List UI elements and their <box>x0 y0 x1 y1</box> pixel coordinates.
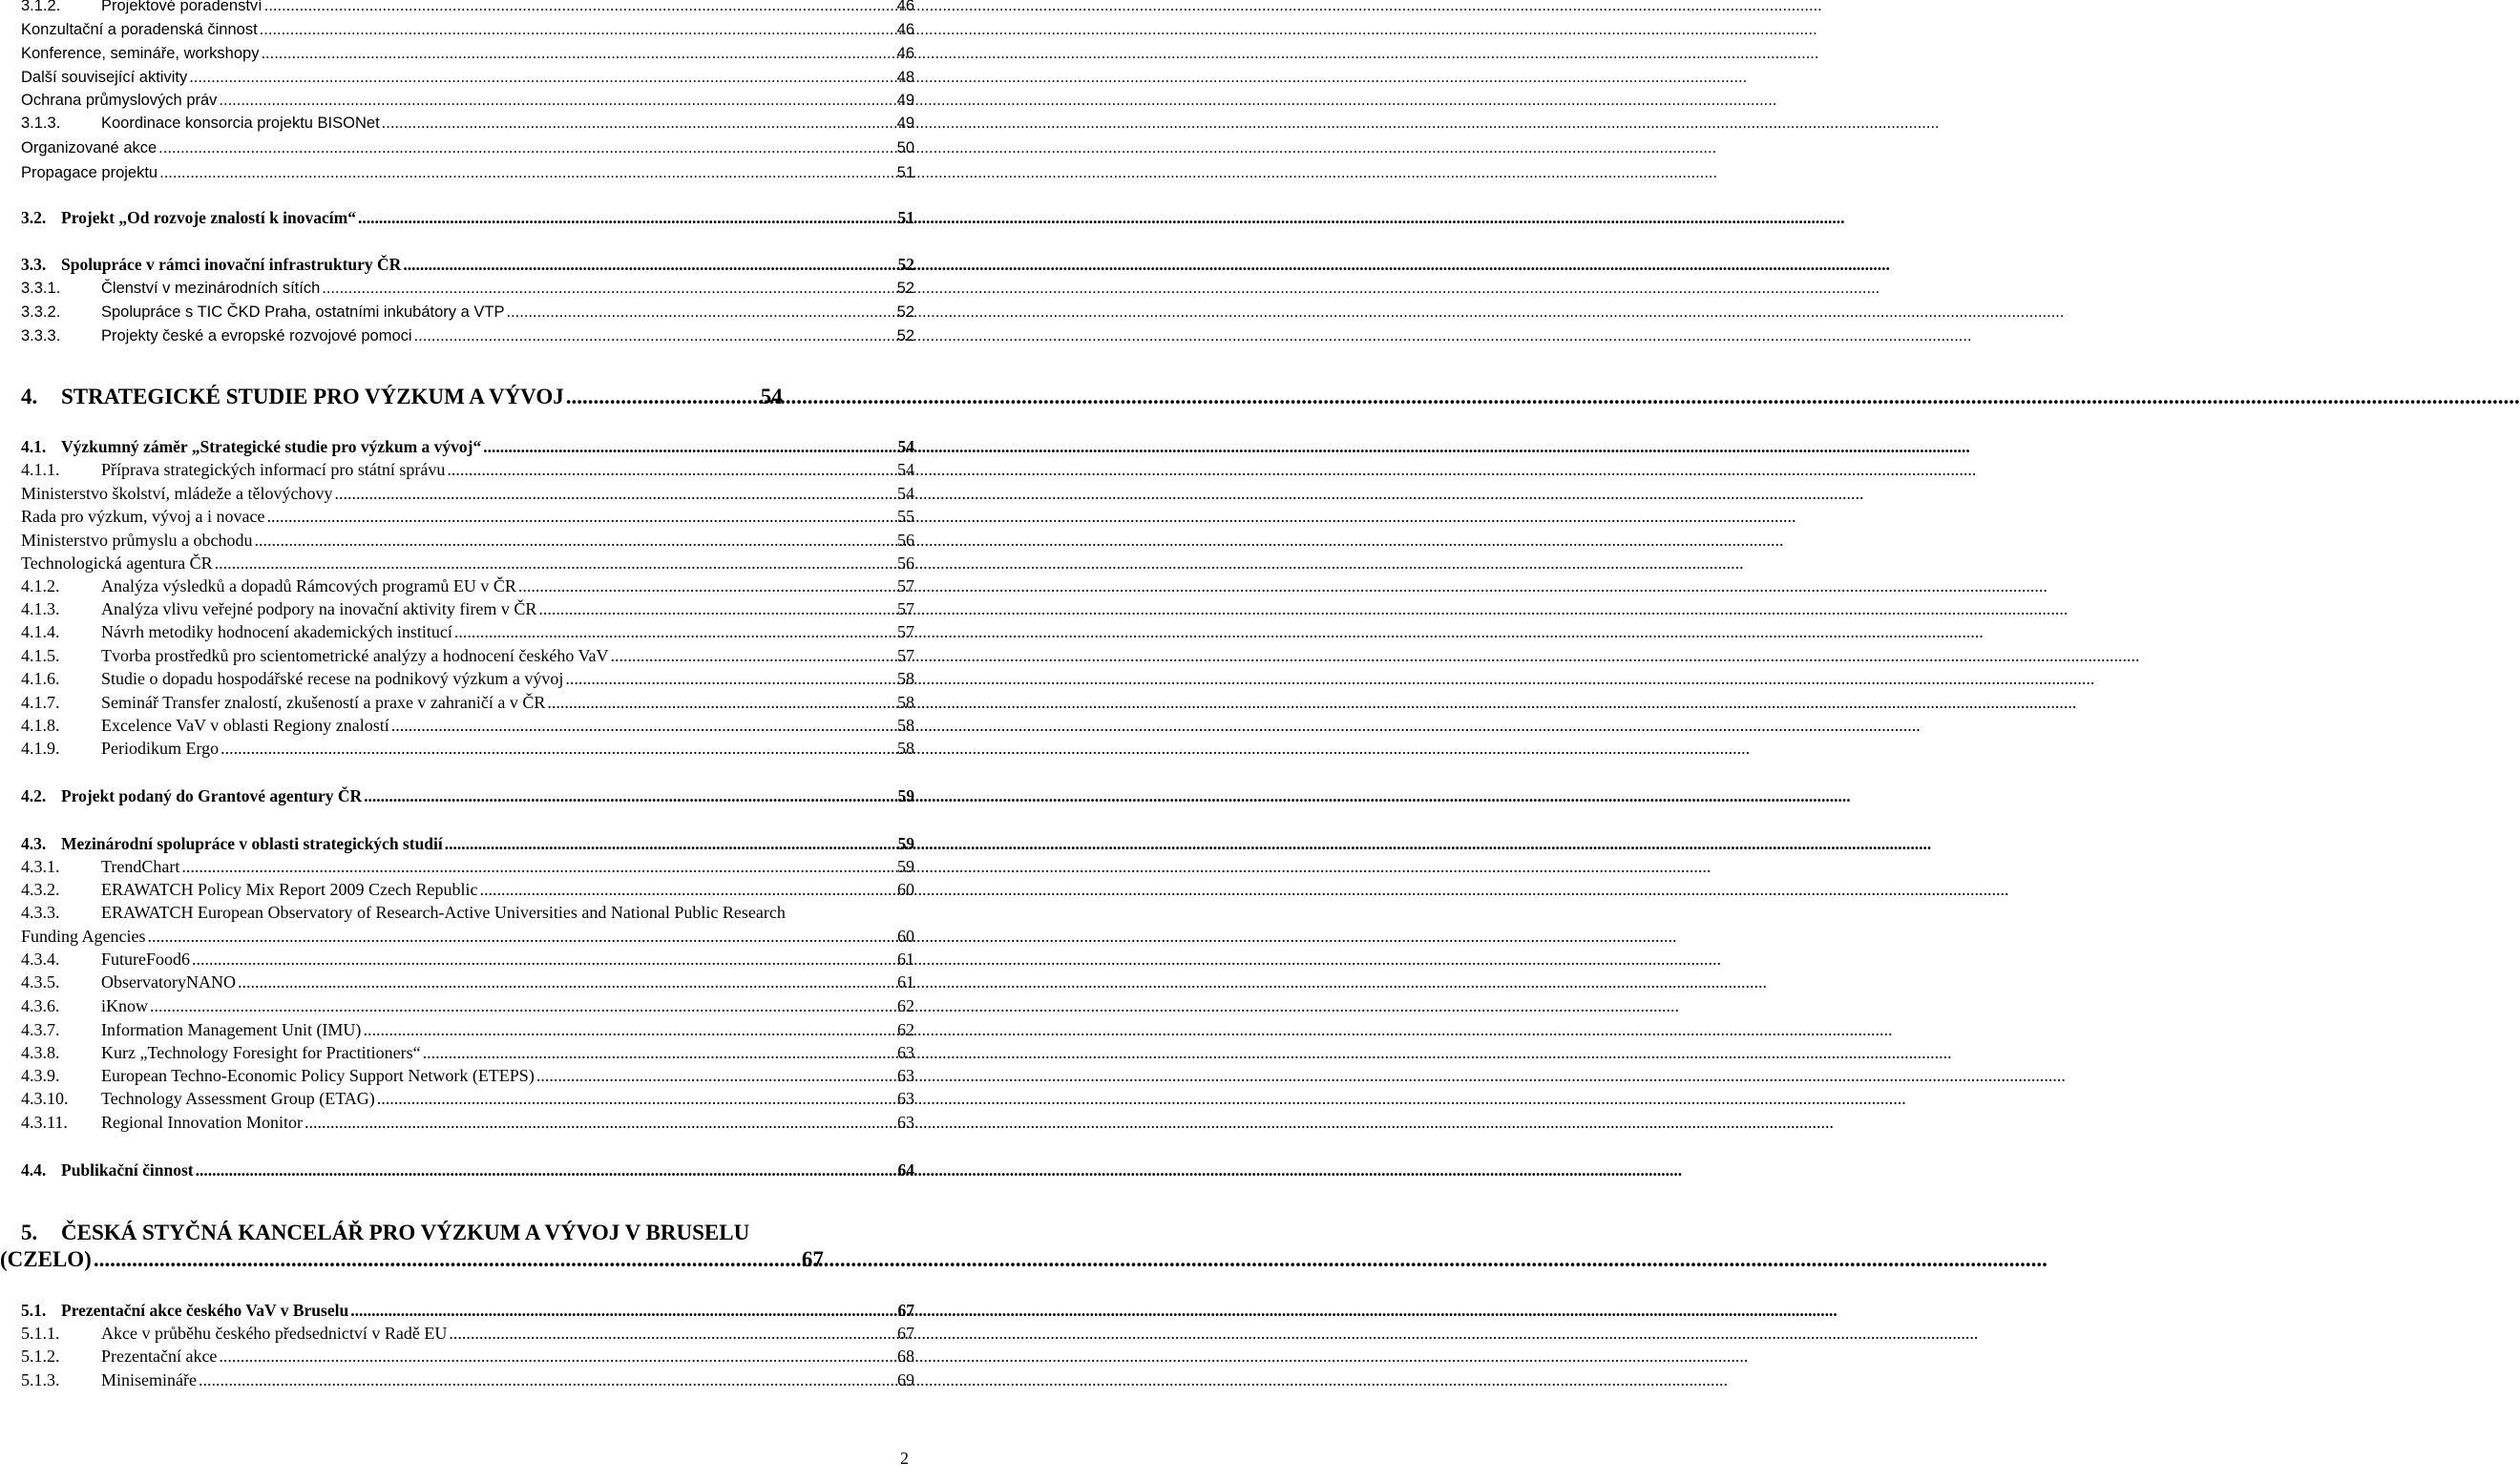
toc-page-number: 63 <box>897 1043 914 1062</box>
toc-title: Information Management Unit (IMU) <box>101 1020 362 1039</box>
toc-page-number: 67 <box>801 1247 824 1271</box>
toc-page-number: 58 <box>897 693 914 712</box>
toc-page-number: 49 <box>896 92 914 109</box>
toc-entry[interactable] <box>21 436 914 457</box>
toc-number: 4.3.10. <box>21 1089 69 1108</box>
toc-title: Analýza vlivu veřejné podpory na inovační aktivity firem v ČR <box>101 599 537 618</box>
toc-entry[interactable] <box>21 575 914 596</box>
toc-entry[interactable] <box>21 113 914 134</box>
toc-page-number: 62 <box>897 996 914 1015</box>
toc-page-number: 58 <box>897 669 914 688</box>
toc-page-number: 57 <box>897 646 914 665</box>
toc-number: 4.1.5. <box>21 646 60 665</box>
toc-page-number: 51 <box>897 208 914 227</box>
toc-title: ERAWATCH European Observatory of Research-Active Universities and National Public Research <box>101 903 786 922</box>
toc-page-number: 67 <box>897 1301 914 1320</box>
toc-title: Tvorba prostředků pro scientometrické analýzy a hodnocení českého VaV <box>101 646 609 665</box>
toc-title: Výzkumný záměr „Strategické studie pro výzkum a vývoj“ <box>61 437 482 456</box>
toc-title: ObservatoryNANO <box>101 972 236 992</box>
toc-entry[interactable] <box>21 19 914 40</box>
toc-page-number: 55 <box>897 507 914 526</box>
toc-entry[interactable] <box>21 856 914 877</box>
toc-number: 3.3.3. <box>21 327 61 345</box>
toc-page-number: 69 <box>897 1370 914 1389</box>
toc-number: 4.3.7. <box>21 1020 60 1039</box>
toc-entry[interactable] <box>21 879 914 900</box>
toc-number: 4.1.6. <box>21 669 60 688</box>
toc-number: 4.1.8. <box>21 716 60 735</box>
toc-number: 4.1.3. <box>21 599 60 618</box>
toc-title: ERAWATCH Policy Mix Report 2009 Czech Republic <box>101 880 478 899</box>
toc-entry[interactable] <box>21 1088 914 1109</box>
toc-title: Projekt „Od rozvoje znalostí k inovacím“ <box>61 208 356 227</box>
toc-page-number: 57 <box>897 599 914 618</box>
toc-entry[interactable] <box>21 715 914 736</box>
toc-entry[interactable] <box>21 553 914 574</box>
toc-page-number: 57 <box>897 576 914 595</box>
toc-chapter[interactable] <box>21 1220 914 1246</box>
toc-number: 4.3.1. <box>21 857 60 876</box>
toc-entry[interactable] <box>21 254 914 275</box>
toc-entry[interactable] <box>21 483 914 504</box>
toc-entry[interactable] <box>21 692 914 713</box>
toc-entry[interactable] <box>21 1042 914 1063</box>
toc-page-number: 56 <box>897 554 914 573</box>
toc-entry[interactable] <box>21 1159 914 1180</box>
toc-entry[interactable] <box>21 926 914 947</box>
toc-page-number: 52 <box>896 327 914 345</box>
toc-entry[interactable] <box>21 207 914 228</box>
toc-number: 4.3.9. <box>21 1066 60 1085</box>
toc-page-number: 60 <box>897 927 914 946</box>
toc-entry[interactable] <box>21 1323 914 1344</box>
toc-number: 5.1.3. <box>21 1370 60 1389</box>
toc-title: Propagace projektu <box>21 164 158 181</box>
toc-title: iKnow <box>101 996 148 1015</box>
toc-title: Koordinace konsorcia projektu BISONet <box>101 115 380 132</box>
toc-number: 3.1.2. <box>21 0 61 14</box>
toc-page-number: 54 <box>897 484 914 503</box>
toc-number: 4.3. <box>21 834 47 853</box>
toc-page-number: 56 <box>897 531 914 550</box>
toc-entry[interactable] <box>21 1346 914 1367</box>
toc-number: 4.3.6. <box>21 996 60 1015</box>
toc-title: Ministerstvo školství, mládeže a tělovýchovy <box>21 484 333 503</box>
toc-entry[interactable] <box>21 137 914 158</box>
toc-chapter[interactable] <box>0 1246 893 1273</box>
toc-page-number: 54 <box>897 437 914 456</box>
toc-page-number: 67 <box>897 1324 914 1343</box>
toc-page-number: 46 <box>896 45 914 62</box>
toc-entry[interactable] <box>21 530 914 551</box>
toc-title: Členství v mezinárodních sítích <box>101 280 321 297</box>
toc-number: 4.3.5. <box>21 972 60 992</box>
toc-page-number: 54 <box>897 460 914 479</box>
toc-title: Akce v průběhu českého předsednictví v Radě EU <box>101 1324 448 1343</box>
toc-page-number: 63 <box>897 1066 914 1085</box>
toc-entry[interactable] <box>21 971 914 992</box>
toc-number: 5.1.1. <box>21 1324 60 1343</box>
toc-number: 4.3.11. <box>21 1113 68 1132</box>
toc-entry[interactable] <box>21 0 914 16</box>
toc-title: Spolupráce s TIC ČKD Praha, ostatními inkubátory a VTP <box>101 303 505 321</box>
toc-page-number: 59 <box>897 834 914 853</box>
toc-entry[interactable] <box>21 162 914 183</box>
toc-entry[interactable] <box>21 506 914 527</box>
toc-number: 4. <box>21 385 38 408</box>
toc-page-number: 49 <box>896 115 914 132</box>
toc-page-number: 61 <box>897 950 914 969</box>
toc-page-number: 46 <box>896 21 914 38</box>
toc-entry[interactable] <box>21 1065 914 1086</box>
toc-entry[interactable] <box>21 1112 914 1133</box>
toc-title: FutureFood6 <box>101 950 191 969</box>
toc-entry[interactable] <box>21 833 914 854</box>
toc-title: Analýza výsledků a dopadů Rámcových programů EU v ČR <box>101 576 516 595</box>
toc-title: Rada pro výzkum, vývoj a i novace <box>21 507 265 526</box>
toc-number: 5.1. <box>21 1301 47 1320</box>
toc-title: STRATEGICKÉ STUDIE PRO VÝZKUM A VÝVOJ <box>61 385 564 408</box>
toc-entry[interactable] <box>21 645 914 666</box>
toc-page-number: 52 <box>896 303 914 321</box>
toc-title: Projektové poradenství <box>101 0 262 14</box>
toc-page-number: 46 <box>896 0 914 14</box>
toc-number: 4.1.4. <box>21 622 60 641</box>
toc-chapter[interactable] <box>21 384 914 410</box>
toc-number: 4.3.8. <box>21 1043 60 1062</box>
toc-title: Seminář Transfer znalostí, zkušeností a praxe v zahraničí a v ČR <box>101 693 546 712</box>
toc-title: Mezinárodní spolupráce v oblasti strategických studií <box>61 834 443 853</box>
toc-entry[interactable] <box>21 668 914 689</box>
toc-title: TrendChart <box>101 857 180 876</box>
toc-number: 3.3.1. <box>21 280 61 297</box>
toc-number: 4.1. <box>21 437 47 456</box>
toc-title: Organizované akce <box>21 139 158 157</box>
toc-number: 3.1.3. <box>21 115 61 132</box>
toc-page-number: 62 <box>897 1020 914 1039</box>
toc-title: Technology Assessment Group (ETAG) <box>101 1089 375 1108</box>
toc-page-number: 59 <box>897 786 914 805</box>
toc-title: Technologická agentura ČR <box>21 554 213 573</box>
toc-page-number: 58 <box>897 739 914 758</box>
toc-title: Projekty české a evropské rozvojové pomoci <box>101 327 412 345</box>
toc-page-number: 52 <box>896 280 914 297</box>
toc-page-number: 63 <box>897 1113 914 1132</box>
toc-number: 4.4. <box>21 1160 47 1180</box>
toc-number: 4.3.4. <box>21 950 60 969</box>
toc-entry[interactable] <box>21 1369 914 1390</box>
toc-number: 4.2. <box>21 786 47 805</box>
toc-title: Regional Innovation Monitor <box>101 1113 303 1132</box>
toc-title: Ministerstvo průmyslu a obchodu <box>21 531 253 550</box>
toc-title: Konference, semináře, workshopy <box>21 45 260 62</box>
toc-entry[interactable] <box>21 459 914 480</box>
toc-page-number: 68 <box>897 1347 914 1366</box>
toc-page-number: 57 <box>897 622 914 641</box>
toc-entry[interactable] <box>21 67 914 88</box>
toc-number: 4.1.9. <box>21 739 60 758</box>
toc-number: 4.1.7. <box>21 693 60 712</box>
toc-entry[interactable] <box>21 1300 914 1321</box>
toc-entry[interactable] <box>21 738 914 759</box>
toc-page <box>0 0 916 1483</box>
toc-number: 4.1.2. <box>21 576 60 595</box>
toc-page-number: 48 <box>896 69 914 86</box>
toc-title: Publikační činnost <box>61 1160 194 1180</box>
toc-number: 5. <box>21 1221 38 1244</box>
toc-title: Prezentační akce <box>101 1347 218 1366</box>
toc-entry[interactable] <box>21 90 914 111</box>
toc-page-number: 61 <box>897 972 914 992</box>
toc-entry[interactable] <box>21 43 914 64</box>
toc-title: Návrh metodiky hodnocení akademických institucí <box>101 622 452 641</box>
toc-title: Periodikum Ergo <box>101 739 220 758</box>
toc-title: Excelence VaV v oblasti Regiony znalostí <box>101 716 389 735</box>
toc-entry[interactable] <box>21 621 914 642</box>
toc-entry[interactable] <box>21 302 914 323</box>
toc-entry[interactable] <box>21 1019 914 1040</box>
toc-number: 4.3.2. <box>21 880 60 899</box>
toc-page-number: 63 <box>897 1089 914 1108</box>
toc-page-number: 51 <box>896 164 914 181</box>
toc-page-number: 50 <box>896 139 914 157</box>
toc-entry[interactable] <box>21 325 914 346</box>
page-number: 2 <box>900 1449 909 1468</box>
toc-title: ČESKÁ STYČNÁ KANCELÁŘ PRO VÝZKUM A VÝVOJ V BRUSELU <box>61 1221 750 1244</box>
toc-number: 5.1.2. <box>21 1347 60 1366</box>
toc-title: (CZELO) <box>0 1247 92 1271</box>
toc-title: Ochrana průmyslových práv <box>21 92 218 109</box>
toc-title: Spolupráce v rámci inovační infrastruktury ČR <box>61 255 402 274</box>
toc-page-number: 52 <box>897 255 914 274</box>
toc-number: 3.3. <box>21 255 47 274</box>
toc-entry[interactable] <box>21 278 914 299</box>
toc-title: Prezentační akce českého VaV v Bruselu <box>61 1301 349 1320</box>
toc-title: Další související aktivity <box>21 69 188 86</box>
toc-title: Příprava strategických informací pro státní správu <box>101 460 446 479</box>
toc-title: European Techno-Economic Policy Support Network (ETEPS) <box>101 1066 535 1085</box>
toc-page-number: 54 <box>760 385 783 408</box>
toc-entry[interactable] <box>21 598 914 619</box>
toc-title: Projekt podaný do Grantové agentury ČR <box>61 786 363 805</box>
toc-title: Studie o dopadu hospodářské recese na podnikový výzkum a vývoj <box>101 669 564 688</box>
toc-number: 4.1.1. <box>21 460 60 479</box>
toc-entry[interactable] <box>21 902 914 923</box>
toc-page-number: 64 <box>897 1160 914 1180</box>
toc-page-number: 58 <box>897 716 914 735</box>
toc-entry[interactable] <box>21 785 914 806</box>
toc-number: 4.3.3. <box>21 903 60 922</box>
toc-entry[interactable] <box>21 995 914 1016</box>
toc-number: 3.3.2. <box>21 303 61 321</box>
toc-number: 3.2. <box>21 208 47 227</box>
toc-page-number: 59 <box>897 857 914 876</box>
toc-entry[interactable] <box>21 949 914 970</box>
toc-title: Konzultační a poradenská činnost <box>21 21 258 38</box>
toc-title: Kurz „Technology Foresight for Practitioners“ <box>101 1043 421 1062</box>
toc-title: Minisemináře <box>101 1370 197 1389</box>
toc-title: Funding Agencies <box>21 927 146 946</box>
toc-page-number: 60 <box>897 880 914 899</box>
